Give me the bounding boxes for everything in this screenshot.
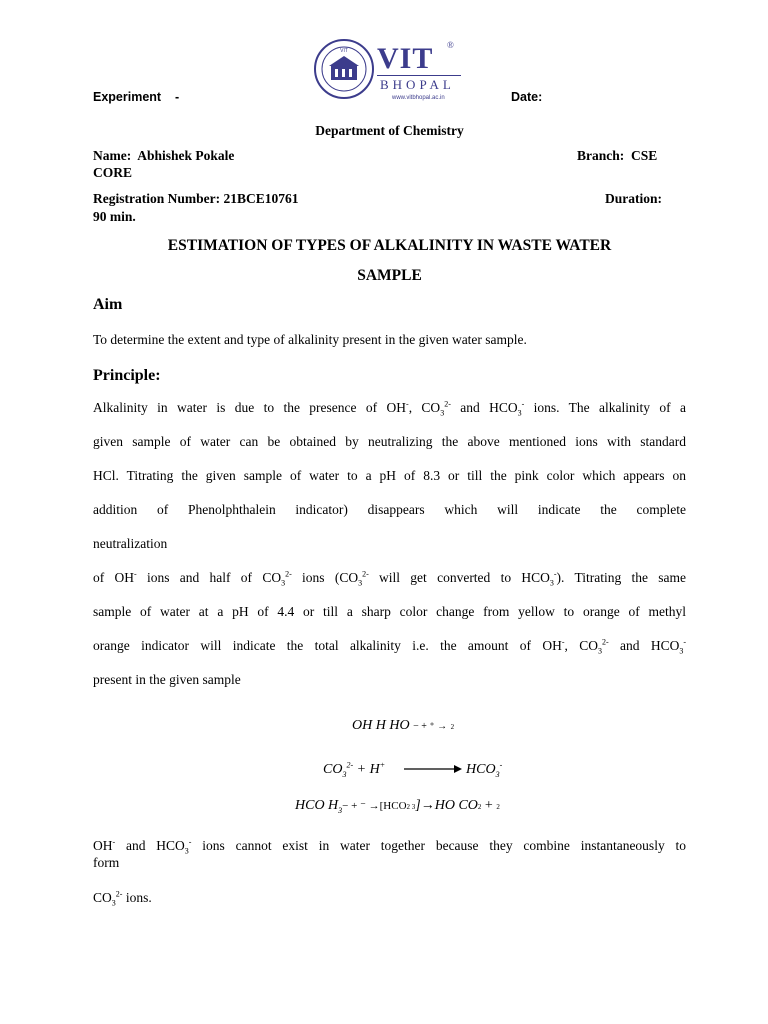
logo-brand: VIT [377, 42, 434, 75]
logo-registered-mark: ® [447, 40, 454, 50]
principle-line: Alkalinity in water is due to the presence of OH-, $CO_3^{2-}$ and $HCO_3^-$ ions. The alkalinity of a [93, 399, 686, 418]
principle-line: orange indicator will indicate the total alkalinity i.e. the amount of OH-, $CO_3^{2-}$ and $HCO_3^-$ [93, 637, 686, 656]
aim-heading: Aim [93, 296, 123, 313]
principle-line: of OH- ions and half of $CO_3^{2-}$ ions ($CO_3^{2-}$ will get converted to $HCO_3^-$). Titrating the same [93, 569, 687, 588]
logo-url: www.vitbhopal.ac.in [392, 95, 445, 101]
branch-continuation: CORE [93, 165, 133, 180]
equation-3: HCO $H_3-$ + ⁻ →[HCO2 3]→HO CO2 + 2 [295, 798, 500, 815]
name-field: Name: Abhishek Pokale [93, 148, 235, 163]
closing-line-1: OH- and $HCO_3^-$ ions cannot exist in water together because they combine instantaneously to [93, 837, 687, 856]
equation-2: $CO_3^{2-} + H^+$ [323, 760, 386, 779]
equation-2-product: $HCO_3^-$ [466, 760, 503, 779]
vit-bhopal-logo [313, 38, 473, 108]
principle-line: neutralization [93, 536, 168, 551]
equation-1: OH H HO − + ⁺ → 2 [352, 718, 455, 733]
experiment-label: Experiment - [93, 90, 180, 104]
principle-paragraph [93, 391, 686, 697]
aim-text: To determine the extent and type of alkalinity present in the given water sample. [93, 332, 527, 347]
svg-text:VIT: VIT [340, 48, 348, 54]
principle-line: sample of water at a pH of 4.4 or till a sharp color change from yellow to orange of methyl [93, 604, 686, 619]
principle-line: HCl. Titrating the given sample of water to a pH of 8.3 or till the pink color which appears on [93, 468, 686, 483]
principle-line: present in the given sample [93, 672, 241, 687]
registration-field: Registration Number: 21BCE10761 [93, 191, 299, 206]
reaction-arrow-icon [404, 762, 462, 776]
branch-field: Branch: CSE [577, 148, 658, 163]
closing-line-3: $CO_3^{2-}$ ions. [93, 889, 152, 908]
duration-value: 90 min. [93, 209, 136, 224]
university-seal-icon [313, 38, 375, 100]
duration-label: Duration: [605, 191, 662, 206]
logo-rule [377, 75, 461, 76]
department-title: Department of Chemistry [315, 123, 464, 138]
logo-city: BHOPAL [380, 77, 455, 92]
principle-heading: Principle: [93, 367, 161, 384]
experiment-title-line2: SAMPLE [357, 267, 422, 284]
date-label: Date: [511, 90, 543, 104]
closing-line-2: form [93, 855, 120, 870]
principle-line: given sample of water can be obtained by neutralizing the above mentioned ions with standard [93, 434, 686, 449]
principle-line: addition of Phenolphthalein indicator) disappears which will indicate the complete [93, 502, 686, 517]
experiment-title-line1: ESTIMATION OF TYPES OF ALKALINITY IN WASTE WATER [167, 237, 612, 254]
